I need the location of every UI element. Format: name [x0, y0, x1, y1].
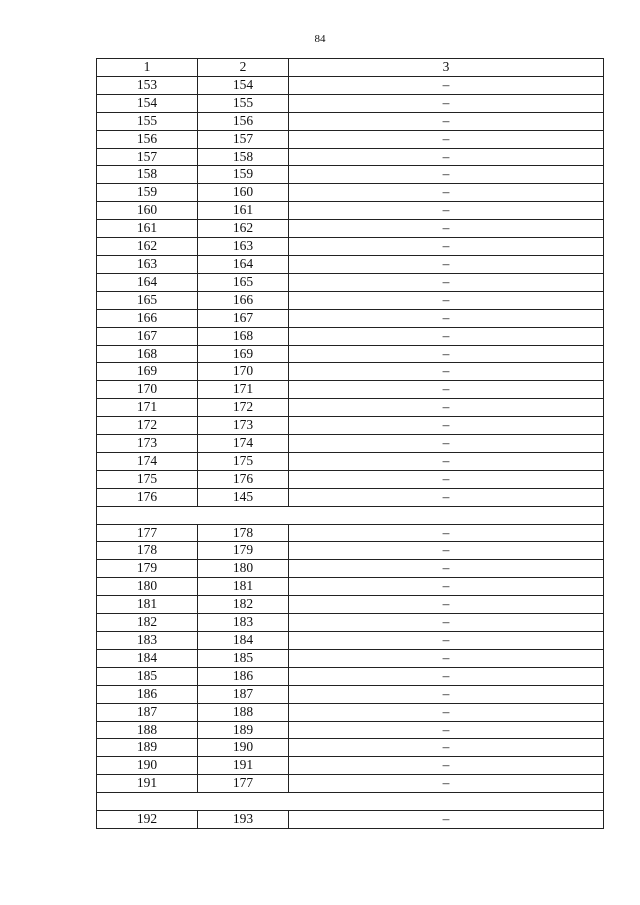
table-cell-col-1: 173 — [97, 435, 198, 453]
table-cell-col-3: – — [289, 542, 604, 560]
table-cell-col-2: 171 — [198, 381, 289, 399]
table-cell-col-1: 158 — [97, 166, 198, 184]
column-header-2: 2 — [198, 59, 289, 77]
table-cell-col-2: 180 — [198, 560, 289, 578]
table-cell-col-3: – — [289, 345, 604, 363]
table-row — [97, 470, 604, 488]
table-row — [97, 202, 604, 220]
table-cell-col-1: 180 — [97, 578, 198, 596]
table-cell-col-1: 164 — [97, 273, 198, 291]
table-cell-col-3: – — [289, 721, 604, 739]
table-row — [97, 560, 604, 578]
table-cell-col-3: – — [289, 614, 604, 632]
table-cell-col-2: 177 — [198, 775, 289, 793]
table-cell-col-1: 192 — [97, 811, 198, 829]
table-cell-col-1: 175 — [97, 470, 198, 488]
table-cell-col-3: – — [289, 291, 604, 309]
table-cell-col-1: 177 — [97, 524, 198, 542]
data-table — [96, 58, 604, 829]
table-row — [97, 524, 604, 542]
table-cell-col-2: 174 — [198, 435, 289, 453]
table-cell-col-2: 188 — [198, 703, 289, 721]
table-cell-col-1: 157 — [97, 148, 198, 166]
table-cell-col-1: 156 — [97, 130, 198, 148]
table-cell-col-3: – — [289, 775, 604, 793]
table-cell-col-2: 175 — [198, 452, 289, 470]
table-cell-col-2: 173 — [198, 417, 289, 435]
table-cell-col-3: – — [289, 560, 604, 578]
table-cell-col-2: 186 — [198, 667, 289, 685]
table-cell-col-1: 189 — [97, 739, 198, 757]
table-row — [97, 345, 604, 363]
table-cell-col-1: 187 — [97, 703, 198, 721]
table-cell-col-2: 179 — [198, 542, 289, 560]
table-cell-col-1: 159 — [97, 184, 198, 202]
table-cell-col-1: 182 — [97, 614, 198, 632]
table-cell-col-3: – — [289, 703, 604, 721]
table-row — [97, 596, 604, 614]
table-row — [97, 220, 604, 238]
table-cell-col-2: 170 — [198, 363, 289, 381]
table-cell-col-3: – — [289, 112, 604, 130]
table-cell-col-3: – — [289, 184, 604, 202]
table-cell-col-2: 182 — [198, 596, 289, 614]
table-cell-col-1: 166 — [97, 309, 198, 327]
table-cell-col-1: 174 — [97, 452, 198, 470]
table-cell-col-2: 145 — [198, 488, 289, 506]
table-cell-col-2: 155 — [198, 94, 289, 112]
table-cell-col-2: 181 — [198, 578, 289, 596]
table-cell-col-3: – — [289, 220, 604, 238]
table-cell-col-2: 191 — [198, 757, 289, 775]
table-row — [97, 417, 604, 435]
table-cell-col-2: 161 — [198, 202, 289, 220]
table-cell-col-2: 163 — [198, 238, 289, 256]
table-body — [97, 76, 604, 828]
table-row — [97, 685, 604, 703]
table-cell-col-2: 160 — [198, 184, 289, 202]
table-cell-col-3: – — [289, 757, 604, 775]
table-cell-col-3: – — [289, 452, 604, 470]
table-cell-col-2: 164 — [198, 255, 289, 273]
table-row — [97, 327, 604, 345]
table-cell-col-1: 168 — [97, 345, 198, 363]
table-row — [97, 811, 604, 829]
table-row — [97, 184, 604, 202]
table-row — [97, 631, 604, 649]
table-cell-col-3: – — [289, 76, 604, 94]
table-cell-col-2: 157 — [198, 130, 289, 148]
table-cell-col-2: 169 — [198, 345, 289, 363]
separator-cell — [97, 793, 604, 811]
table-row — [97, 435, 604, 453]
table-cell-col-2: 168 — [198, 327, 289, 345]
table-row — [97, 130, 604, 148]
table-cell-col-1: 181 — [97, 596, 198, 614]
table-cell-col-2: 183 — [198, 614, 289, 632]
table-row — [97, 667, 604, 685]
table-cell-col-1: 178 — [97, 542, 198, 560]
table-cell-col-1: 184 — [97, 649, 198, 667]
table-cell-col-3: – — [289, 273, 604, 291]
column-header-1: 1 — [97, 59, 198, 77]
table-row — [97, 542, 604, 560]
table-cell-col-3: – — [289, 739, 604, 757]
table-row — [97, 775, 604, 793]
table-cell-col-3: – — [289, 417, 604, 435]
table-cell-col-1: 171 — [97, 399, 198, 417]
section-separator-row — [97, 506, 604, 524]
table-cell-col-2: 185 — [198, 649, 289, 667]
table-row — [97, 399, 604, 417]
table-row — [97, 148, 604, 166]
table-row — [97, 76, 604, 94]
table-row — [97, 452, 604, 470]
table-cell-col-2: 187 — [198, 685, 289, 703]
table-cell-col-3: – — [289, 130, 604, 148]
table-cell-col-1: 183 — [97, 631, 198, 649]
table-cell-col-2: 176 — [198, 470, 289, 488]
table-cell-col-1: 167 — [97, 327, 198, 345]
table-cell-col-3: – — [289, 524, 604, 542]
table-cell-col-1: 179 — [97, 560, 198, 578]
table-row — [97, 649, 604, 667]
table-row — [97, 255, 604, 273]
table-cell-col-3: – — [289, 381, 604, 399]
table-cell-col-1: 170 — [97, 381, 198, 399]
table-row — [97, 578, 604, 596]
table-cell-col-3: – — [289, 667, 604, 685]
table-cell-col-3: – — [289, 327, 604, 345]
table-cell-col-2: 156 — [198, 112, 289, 130]
table-cell-col-2: 189 — [198, 721, 289, 739]
table-cell-col-2: 165 — [198, 273, 289, 291]
table-cell-col-2: 159 — [198, 166, 289, 184]
table-cell-col-3: – — [289, 202, 604, 220]
table-cell-col-2: 154 — [198, 76, 289, 94]
section-separator-row — [97, 793, 604, 811]
table-row — [97, 757, 604, 775]
table-cell-col-1: 186 — [97, 685, 198, 703]
table-cell-col-1: 190 — [97, 757, 198, 775]
table-cell-col-3: – — [289, 309, 604, 327]
table-row — [97, 363, 604, 381]
table-cell-col-3: – — [289, 470, 604, 488]
table-cell-col-3: – — [289, 596, 604, 614]
table-cell-col-3: – — [289, 363, 604, 381]
table-cell-col-3: – — [289, 811, 604, 829]
table-cell-col-3: – — [289, 685, 604, 703]
table-cell-col-1: 185 — [97, 667, 198, 685]
table-row — [97, 94, 604, 112]
table-cell-col-1: 154 — [97, 94, 198, 112]
table-cell-col-2: 158 — [198, 148, 289, 166]
table-cell-col-1: 155 — [97, 112, 198, 130]
table-row — [97, 381, 604, 399]
page-number: 84 — [314, 33, 326, 45]
table-cell-col-2: 184 — [198, 631, 289, 649]
table-cell-col-1: 161 — [97, 220, 198, 238]
table-cell-col-3: – — [289, 166, 604, 184]
table-row — [97, 273, 604, 291]
table-cell-col-1: 165 — [97, 291, 198, 309]
table-cell-col-2: 166 — [198, 291, 289, 309]
table-cell-col-3: – — [289, 399, 604, 417]
table-row — [97, 112, 604, 130]
table-cell-col-1: 162 — [97, 238, 198, 256]
table-cell-col-1: 191 — [97, 775, 198, 793]
table-cell-col-3: – — [289, 238, 604, 256]
table-cell-col-3: – — [289, 631, 604, 649]
table-cell-col-3: – — [289, 435, 604, 453]
table-row — [97, 739, 604, 757]
table-cell-col-1: 172 — [97, 417, 198, 435]
table-row — [97, 488, 604, 506]
table-row — [97, 703, 604, 721]
table-row — [97, 166, 604, 184]
table-cell-col-3: – — [289, 148, 604, 166]
table-cell-col-1: 163 — [97, 255, 198, 273]
table-cell-col-1: 169 — [97, 363, 198, 381]
table-cell-col-2: 162 — [198, 220, 289, 238]
table-cell-col-2: 172 — [198, 399, 289, 417]
table-row — [97, 721, 604, 739]
table-cell-col-2: 178 — [198, 524, 289, 542]
header-row — [97, 59, 604, 77]
table-cell-col-1: 176 — [97, 488, 198, 506]
table-cell-col-1: 160 — [97, 202, 198, 220]
table-cell-col-2: 193 — [198, 811, 289, 829]
table-cell-col-3: – — [289, 255, 604, 273]
table-cell-col-3: – — [289, 649, 604, 667]
table-row — [97, 238, 604, 256]
column-header-3: 3 — [289, 59, 604, 77]
table-cell-col-3: – — [289, 578, 604, 596]
table-row — [97, 309, 604, 327]
table-cell-col-1: 153 — [97, 76, 198, 94]
table-row — [97, 614, 604, 632]
table-row — [97, 291, 604, 309]
separator-cell — [97, 506, 604, 524]
table-cell-col-3: – — [289, 488, 604, 506]
table-cell-col-2: 190 — [198, 739, 289, 757]
table-cell-col-3: – — [289, 94, 604, 112]
table-cell-col-1: 188 — [97, 721, 198, 739]
table-cell-col-2: 167 — [198, 309, 289, 327]
